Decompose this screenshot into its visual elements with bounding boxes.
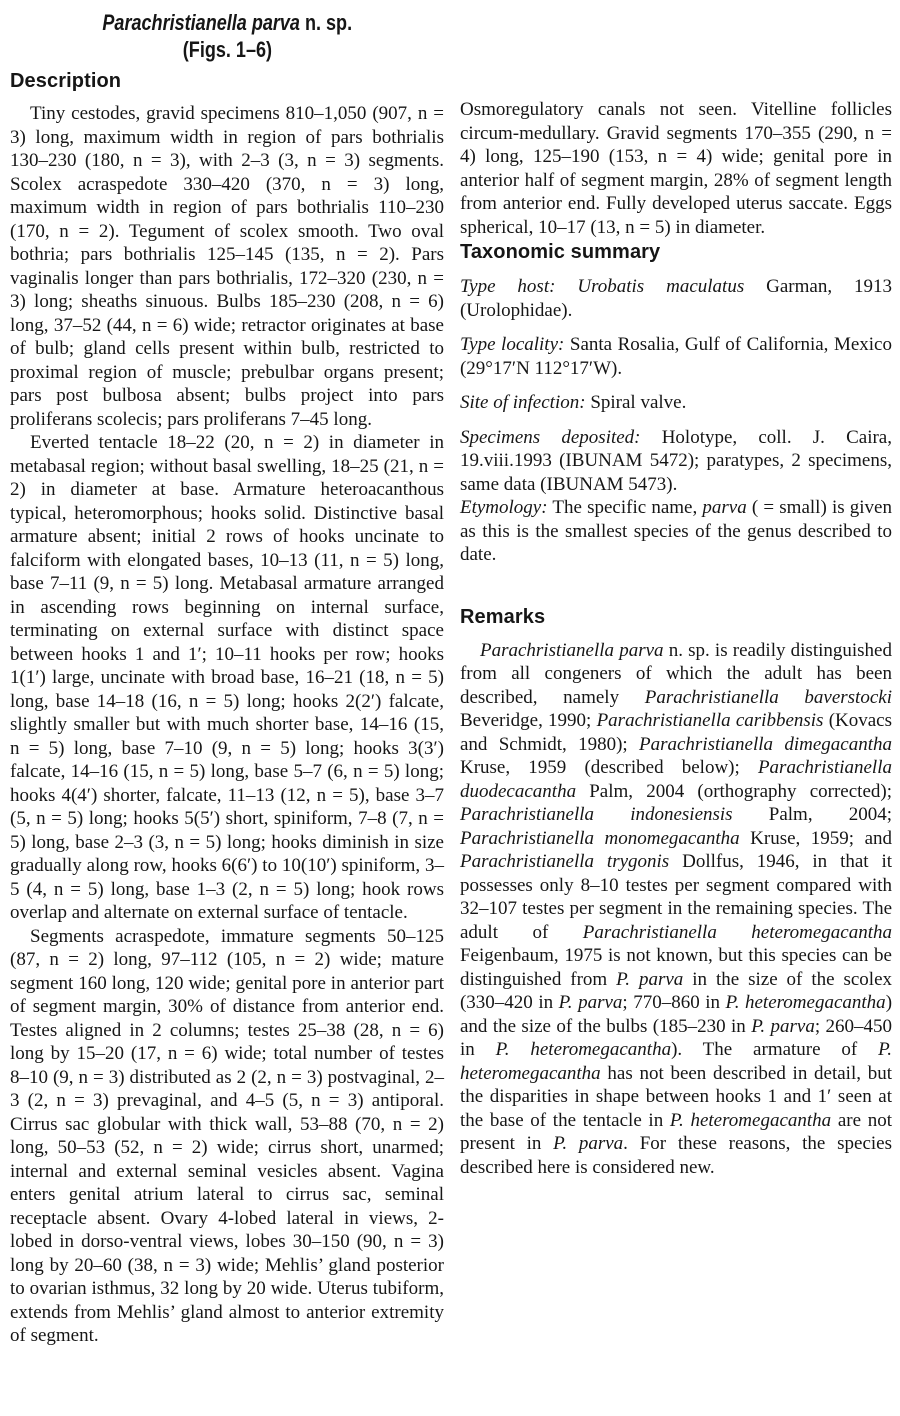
taxonomic-entry-type-host: Type host: Urobatis maculatus Garman, 1913 (Urolophidae). <box>459 276 893 321</box>
taxonomic-entry-site-of-infection: Site of infection: Spiral valve. <box>459 392 687 413</box>
section-heading-description: Description <box>10 70 122 92</box>
taxonomic-entry-type-locality: Type locality: Santa Rosalia, Gulf of California, Mexico (29°17′N 112°17′W). <box>459 334 892 379</box>
remarks-paragraph: Parachristianella parva n. sp. is readily distinguished from all congeners of which the adult has been described, namely Parachristianella baverstocki Beveridge, 1990; Parachristianella caribbensis (Kovacs and Schmidt, 1980); Parachristianella dimegacantha Kruse, 1959 (described below); Parachristianella duodecacantha Palm, 2004 (orthography corrected); Parachristianella indonesiensis Palm, 2004; Parachristianella monomegacantha Kruse, 1959; and Parachristianella trygonis Dollfus, 1946, in that it possesses only 8–10 testes per segment compared with 32–107 testes per segment in the remaining species. The adult of Parachristianella heteromegacantha Feigenbaum, 1975 is not known, but this species can be distinguished from P. parva in the size of the scolex (330–420 in P. parva; 770–860 in P. heteromegacantha) and the size of the bulbs (185–230 in P. parva; 260–450 in P. heteromegacantha). The armature of P. heteromegacantha has not been described in detail, but the disparities in shape between hooks 1 and 1′ seen at the base of the tentacle in P. heteromegacantha are not present in P. parva. For these reasons, the species described here is considered new. <box>459 639 893 1178</box>
taxonomic-entry-specimens-deposited: Specimens deposited: Holotype, coll. J. Caira, 19.viii.1993 (IBUNAM 5472); paratypes, 2 specimens, same data (IBUNAM 5473). <box>459 426 892 495</box>
section-heading-taxonomic-summary: Taxonomic summary <box>459 241 661 263</box>
species-name: Parachristianella parva n. sp. <box>102 10 352 35</box>
article-title <box>10 10 444 63</box>
figures-reference: (Figs. 1–6) <box>182 37 272 62</box>
left-column <box>10 8 444 1416</box>
description-paragraph-3: Segments acraspedote, immature segments 50–125 (87, n = 2) long, 97–112 (105, n = 2) wide; mature segment 160 long, 120 wide; genital pore in anterior part of segment margin, 30% of distance from anterior end. Testes aligned in 2 columns; testes 25–38 (28, n = 6) long by 15–20 (17, n = 6) wide; total number of testes 8–10 (9, n = 3) distributed as 2 (2, n = 3) postvaginal, 2–3 (2, n = 3) prevaginal, and 4–5 (5, n = 3) antiporal. Cirrus sac globular with thick wall, 53–88 (70, n = 2) long, 50–53 (52, n = 2) wide; cirrus short, unarmed; internal and external seminal vesicles absent. Vagina enters genital atrium lateral to cirrus sac, seminal receptacle absent. Ovary 4-lobed lateral in views, 2-lobed in dorso-ventral views, lobes 30–150 (90, n = 3) long by 20–60 (38, n = 3) wide; Mehlis’ gland posterior to ovarian isthmus, 32 long by 20 wide. Uterus tubiform, extends from Mehlis’ gland almost to anterior extremity of segment. <box>10 925 444 1346</box>
section-heading-remarks: Remarks <box>459 605 546 628</box>
description-paragraph-1: Tiny cestodes, gravid specimens 810–1,050 (907, n = 3) long, maximum width in region of pars bothrialis 130–230 (180, n = 3), with 2–3 (3, n = 3) segments. Scolex acraspedote 330–420 (370, n = 3) long, maximum width in region of pars bothrialis 110–230 (170, n = 2). Tegument of scolex smooth. Two oval bothria; pars bothrialis 125–145 (135, n = 2). Pars vaginalis longer than pars bothrialis, 172–320 (230, n = 3) long; sheaths sinuous. Bulbs 185–230 (208, n = 6) long, 37–52 (44, n = 6) wide; retractor originates at base of bulb; gland cells present within bulb, restricted to proximal region of muscle; prebulbar organs present; pars post bulbosa absent; bulbs project into pars proliferans scolecis; pars proliferans 7–45 long. <box>10 103 444 430</box>
right-column <box>460 8 892 1416</box>
figures-reference-line <box>10 37 444 63</box>
description-paragraph-4: Osmoregulatory canals not seen. Vitelline follicles circum-medullary. Gravid segments 170–355 (290, n = 4) long, 125–190 (153, n = 4) wide; genital pore in anterior half of segment margin, 28% of segment length from anterior end. Fully developed uterus saccate. Eggs spherical, 10–17 (13, n = 5) in diameter. <box>459 99 892 238</box>
taxonomic-entry-etymology: Etymology: The specific name, parva ( = small) is given as this is the smallest species of the genus described to date. <box>459 497 892 565</box>
species-title-line <box>10 10 444 36</box>
description-paragraph-2: Everted tentacle 18–22 (20, n = 2) in diameter in metabasal region; without basal swelling, 18–25 (21, n = 2) in diameter at base. Armature heteroacanthous typical, heteromorphous; hooks solid. Distinctive basal armature absent; initial 2 rows of hooks uncinate to falciform with elongated bases, 10–13 (11, n = 5) long, base 7–11 (9, n = 5) long. Metabasal armature arranged in ascending rows beginning on internal surface, terminating on external surface with distinct space between hooks 1 and 1′; 10–11 hooks per row; hooks 1(1′) large, uncinate with broad base, 16–21 (18, n = 5) long, base 14–18 (16, n = 5) long; hooks 2(2′) falcate, slightly smaller but with much shorter base, 14–16 (15, n = 5) long, base 7–10 (9, n = 5) long; hooks 3(3′) falcate, 14–16 (15, n = 5) long, base 5–7 (6, n = 5) long; hooks 4(4′) shorter, falcate, 11–13 (12, n = 5), base 3–7 (5, n = 5) long; hooks 5(5′) short, spiniform, 7–8 (7, n = 5) long, base 2–3 (3, n = 5) long; hooks diminish in size gradually along row, hooks 6(6′) to 10(10′) spiniform, 3–5 (4, n = 5) long, base 1–3 (2, n = 5) long; hook rows overlap and alternate on external surface of tentacle. <box>10 432 444 923</box>
